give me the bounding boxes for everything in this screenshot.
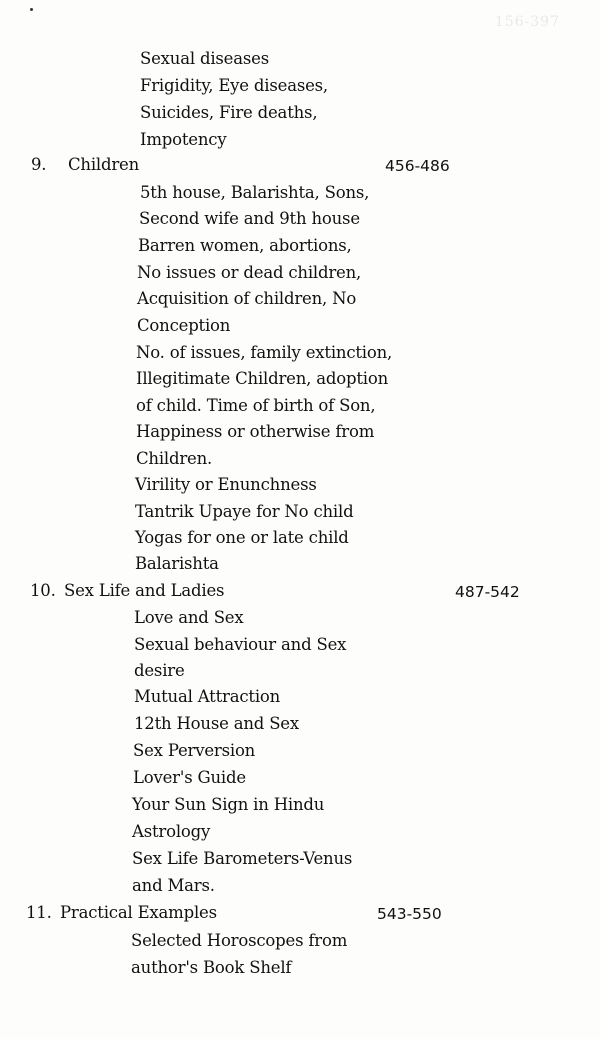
toc-subitem: No issues or dead children,	[137, 263, 362, 282]
toc-subitem: Illegitimate Children, adoption	[136, 369, 389, 388]
toc-subitem: Sexual diseases	[140, 49, 269, 68]
toc-subitem: 12th House and Sex	[134, 714, 299, 733]
toc-subitem: Happiness or otherwise from	[136, 422, 375, 441]
toc-subitem: Sex Life Barometers-Venus	[132, 849, 353, 868]
section-title: Children	[68, 155, 140, 174]
toc-subitem: Virility or Enunchness	[135, 475, 317, 494]
toc-subitem: Children.	[136, 449, 213, 468]
toc-subitem: Sex Perversion	[133, 741, 256, 760]
toc-subitem: Barren women, abortions,	[138, 236, 352, 255]
section-title: Practical Examples	[60, 903, 217, 922]
toc-subitem: Acquisition of children, No	[137, 289, 357, 308]
print-speck	[30, 8, 33, 11]
toc-subitem: Suicides, Fire deaths,	[140, 103, 318, 122]
toc-subitem: Mutual Attraction	[134, 687, 281, 706]
toc-subitem: 5th house, Balarishta, Sons,	[140, 183, 370, 202]
toc-subitem: desire	[134, 661, 185, 680]
section-title: Sex Life and Ladies	[64, 581, 225, 600]
toc-subitem: Conception	[137, 316, 231, 335]
toc-subitem: Balarishta	[135, 554, 219, 573]
bleed-through-text: 156-397	[494, 14, 560, 30]
toc-subitem: Impotency	[140, 130, 227, 149]
toc-subitem: and Mars.	[132, 876, 215, 895]
toc-subitem: Second wife and 9th house	[139, 209, 360, 228]
section-page-range: 456-486	[385, 157, 450, 175]
toc-subitem: author's Book Shelf	[131, 958, 292, 977]
toc-subitem: Sexual behaviour and Sex	[134, 635, 347, 654]
toc-subitem: Yogas for one or late child	[135, 528, 349, 547]
toc-subitem: Frigidity, Eye diseases,	[140, 76, 328, 95]
toc-subitem: Your Sun Sign in Hindu	[132, 795, 325, 814]
toc-subitem: Tantrik Upaye for No child	[135, 502, 354, 521]
toc-subitem: Love and Sex	[134, 608, 244, 627]
section-number: 10.	[30, 581, 56, 600]
section-number: 9.	[31, 155, 47, 174]
section-number: 11.	[26, 903, 52, 922]
section-page-range: 487-542	[455, 583, 520, 601]
section-page-range: 543-550	[377, 905, 442, 923]
toc-subitem: Lover's Guide	[133, 768, 246, 787]
toc-subitem: Astrology	[132, 822, 211, 841]
toc-subitem: Selected Horoscopes from	[131, 931, 348, 950]
toc-subitem: No. of issues, family extinction,	[136, 343, 393, 362]
toc-subitem: of child. Time of birth of Son,	[136, 396, 376, 415]
